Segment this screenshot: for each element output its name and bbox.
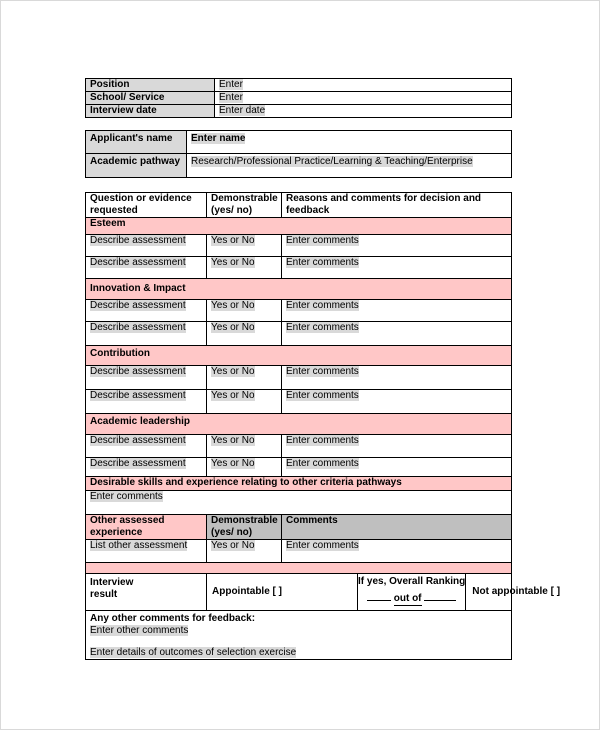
feedback-value[interactable]: Enter other comments [90,625,189,636]
academic-pathway-field[interactable] [187,154,512,178]
interview-result-label: Interview result [86,574,207,611]
comments-value[interactable]: Enter comments [286,458,359,469]
section-title-innovation: Innovation & Impact [86,279,512,300]
section-title-academic-leadership: Academic leadership [86,414,512,435]
yesno-value[interactable]: Yes or No [211,322,255,333]
other-assessment-value[interactable]: List other assessment [90,540,188,551]
assessment-value[interactable]: Describe assessment [90,235,186,246]
desirable-comments-value[interactable]: Enter comments [90,491,163,502]
comments-cell[interactable] [282,390,512,414]
comments-cell[interactable] [282,257,512,279]
position-field[interactable] [215,79,512,92]
other-demonstrable-header: Demonstrable (yes/ no) [207,515,282,540]
appointable-cell[interactable] [207,574,358,611]
evidence-table [85,192,561,660]
yesno-value[interactable]: Yes or No [211,435,255,446]
applicant-table [85,130,512,178]
school-field[interactable] [215,92,512,105]
section-divider [86,563,512,574]
rank-blank[interactable] [367,600,391,601]
school-value[interactable]: Enter [219,92,243,103]
yesno-value[interactable]: Yes or No [211,366,255,377]
assessment-value[interactable]: Describe assessment [90,435,186,446]
comments-value[interactable]: Enter comments [286,322,359,333]
feedback-label: Any other comments for feedback: [90,613,256,624]
comments-value[interactable]: Enter comments [286,235,359,246]
comments-value[interactable]: Enter comments [286,435,359,446]
reasons-header: Reasons and comments for decision and feedback [282,193,512,218]
feedback-cell[interactable] [86,611,512,660]
comments-cell[interactable] [282,300,512,322]
comments-cell[interactable] [282,458,512,477]
other-assessed-header: Other assessed experience [86,515,207,540]
other-comments-value[interactable]: Enter comments [286,540,359,551]
section-title-desirable: Desirable skills and experience relating to other criteria pathways [86,477,512,491]
yesno-cell[interactable] [207,458,282,477]
other-yesno-value[interactable]: Yes or No [211,540,255,551]
assessment-cell[interactable] [86,235,207,257]
interview-date-value[interactable]: Enter date [219,105,266,116]
assessment-value[interactable]: Describe assessment [90,390,186,401]
interview-date-label: Interview date [86,105,215,118]
rank-total-blank[interactable] [424,600,456,601]
comments-value[interactable]: Enter comments [286,257,359,268]
question-header: Question or evidence requested [86,193,207,218]
assessment-value[interactable]: Describe assessment [90,458,186,469]
yesno-cell[interactable] [207,235,282,257]
yesno-value[interactable]: Yes or No [211,257,255,268]
section-title-contribution: Contribution [86,346,512,366]
assessment-cell[interactable] [86,300,207,322]
yesno-cell[interactable] [207,435,282,458]
applicant-name-field[interactable] [187,131,512,154]
assessment-cell[interactable] [86,458,207,477]
yesno-value[interactable]: Yes or No [211,300,255,311]
yesno-value[interactable]: Yes or No [211,390,255,401]
applicant-name-label: Applicant's name [86,131,187,154]
assessment-value[interactable]: Describe assessment [90,322,186,333]
other-comments-cell[interactable] [282,540,512,563]
comments-value[interactable]: Enter comments [286,300,359,311]
academic-pathway-label: Academic pathway [86,154,187,178]
section-title-esteem: Esteem [86,218,512,235]
position-label: Position [86,79,215,92]
assessment-cell[interactable] [86,257,207,279]
position-value[interactable]: Enter [219,79,243,90]
yesno-cell[interactable] [207,322,282,346]
ranking-label: If yes, Overall Ranking [358,576,466,587]
assessment-value[interactable]: Describe assessment [90,366,186,377]
comments-value[interactable]: Enter comments [286,366,359,377]
yesno-cell[interactable] [207,300,282,322]
yesno-cell[interactable] [207,390,282,414]
assessment-cell[interactable] [86,322,207,346]
comments-cell[interactable] [282,235,512,257]
demonstrable-header: Demonstrable (yes/ no) [207,193,282,218]
not-appointable-option[interactable]: Not appointable [ ] [472,586,561,597]
comments-cell[interactable] [282,366,512,390]
school-label: School/ Service [86,92,215,105]
desirable-comments-cell[interactable] [86,491,512,515]
assessment-value[interactable]: Describe assessment [90,300,186,311]
academic-pathway-value[interactable]: Research/Professional Practice/Learning & Teaching/Enterprise [191,156,473,167]
other-assessment-cell[interactable] [86,540,207,563]
outcome-value[interactable]: Enter details of outcomes of selection exercise [90,647,297,658]
header-table [85,78,512,118]
applicant-name-value[interactable]: Enter name [191,133,246,144]
rank-out-of: out of [393,593,422,604]
comments-cell[interactable] [282,322,512,346]
assessment-cell[interactable] [86,435,207,458]
yesno-cell[interactable] [207,366,282,390]
assessment-cell[interactable] [86,390,207,414]
assessment-cell[interactable] [86,366,207,390]
yesno-value[interactable]: Yes or No [211,235,255,246]
other-yesno-cell[interactable] [207,540,282,563]
appointable-option[interactable]: Appointable [ ] [212,586,282,597]
comments-cell[interactable] [282,435,512,458]
comments-value[interactable]: Enter comments [286,390,359,401]
interview-date-field[interactable] [215,105,512,118]
yesno-cell[interactable] [207,257,282,279]
assessment-value[interactable]: Describe assessment [90,257,186,268]
ranking-cell[interactable] [358,574,466,610]
ranking-and-not-appointable-cell [358,574,561,611]
other-comments-header: Comments [282,515,512,540]
yesno-value[interactable]: Yes or No [211,458,255,469]
